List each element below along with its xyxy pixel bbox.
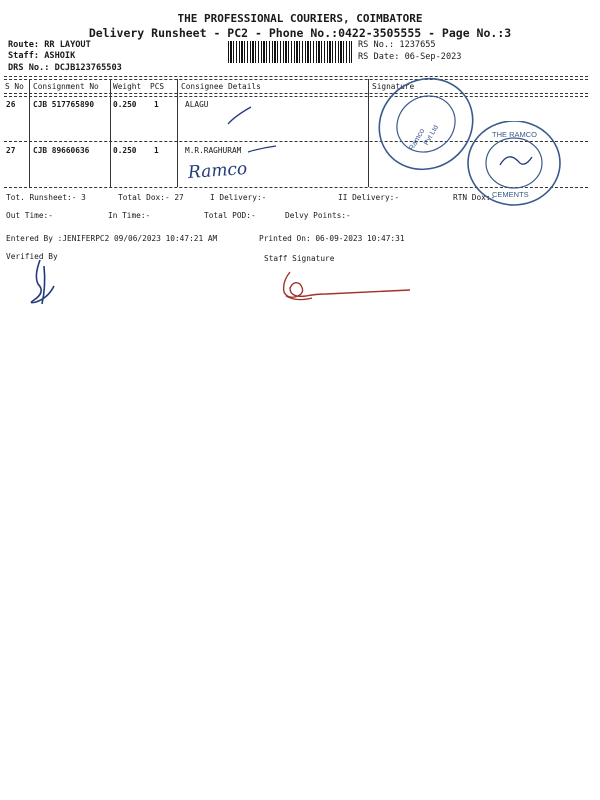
total-pod: Total POD:- xyxy=(204,211,256,220)
printed-on: Printed On: 06-09-2023 10:47:31 xyxy=(259,234,405,243)
row-pcs: 1 xyxy=(154,100,159,109)
rs-number: RS No.: 1237655 xyxy=(358,40,436,50)
verifier-signature xyxy=(24,256,64,308)
route-label: Route: RR LAYOUT xyxy=(8,40,91,50)
out-time: Out Time:- xyxy=(6,211,53,220)
header-divider-2 xyxy=(4,96,588,97)
staff-signature xyxy=(276,266,416,306)
svg-text:Pvt Ltd: Pvt Ltd xyxy=(423,124,441,147)
row-consignment: CJB 517765890 xyxy=(33,100,95,109)
row-weight: 0.250 xyxy=(113,146,137,155)
staff-label: Staff: ASHOIK xyxy=(8,51,76,61)
table-top-border xyxy=(4,76,588,77)
table-top-border-2 xyxy=(4,79,588,80)
staff-signature-label: Staff Signature xyxy=(264,254,335,263)
delivery-points: Delvy Points:- xyxy=(285,211,351,220)
entered-by: Entered By :JENIFERPC2 09/06/2023 10:47:21 AM xyxy=(6,234,218,243)
rtn-dox: RTN Dox:- xyxy=(453,193,496,202)
ii-delivery: II Delivery:- xyxy=(338,193,400,202)
i-delivery: I Delivery:- xyxy=(210,193,267,202)
svg-text:Ramco: Ramco xyxy=(406,126,427,152)
drs-number: DRS No.: DCJB123765503 xyxy=(8,63,122,73)
runsheet-title: Delivery Runsheet - PC2 - Phone No.:0422-3505555 - Page No.:3 xyxy=(88,26,512,40)
col-signature: Signature xyxy=(372,82,415,91)
svg-text:CEMENTS: CEMENTS xyxy=(492,190,529,199)
col-consignee: Consignee Details xyxy=(181,82,261,91)
rs-date: RS Date: 06-Sep-2023 xyxy=(358,52,462,62)
total-dox: Total Dox:- 27 xyxy=(118,193,184,202)
header-divider xyxy=(4,93,588,94)
col-sno: S No xyxy=(5,82,24,91)
row-pcs: 1 xyxy=(154,146,159,155)
verified-by-label: Verified By xyxy=(6,252,58,261)
total-runsheet: Tot. Runsheet:- 3 xyxy=(6,193,86,202)
company-name: THE PROFESSIONAL COURIERS, COIMBATORE xyxy=(177,12,423,25)
row-sno: 26 xyxy=(6,100,16,109)
row-consignee: ALAGU xyxy=(185,100,209,109)
barcode xyxy=(228,41,352,63)
row-consignee: M.R.RAGHURAM xyxy=(185,146,242,155)
svg-text:THE RAMCO: THE RAMCO xyxy=(492,130,537,139)
handwritten-note: Ramco xyxy=(187,158,248,184)
col-weight: Weight xyxy=(113,82,142,91)
col-pcs: PCS xyxy=(150,82,165,91)
in-time: In Time:- xyxy=(108,211,151,220)
col-consignment: Consignment No xyxy=(33,82,99,91)
row-weight: 0.250 xyxy=(113,100,137,109)
row-sno: 27 xyxy=(6,146,16,155)
handwritten-check xyxy=(225,104,255,128)
row-consignment: CJB 89660636 xyxy=(33,146,90,155)
